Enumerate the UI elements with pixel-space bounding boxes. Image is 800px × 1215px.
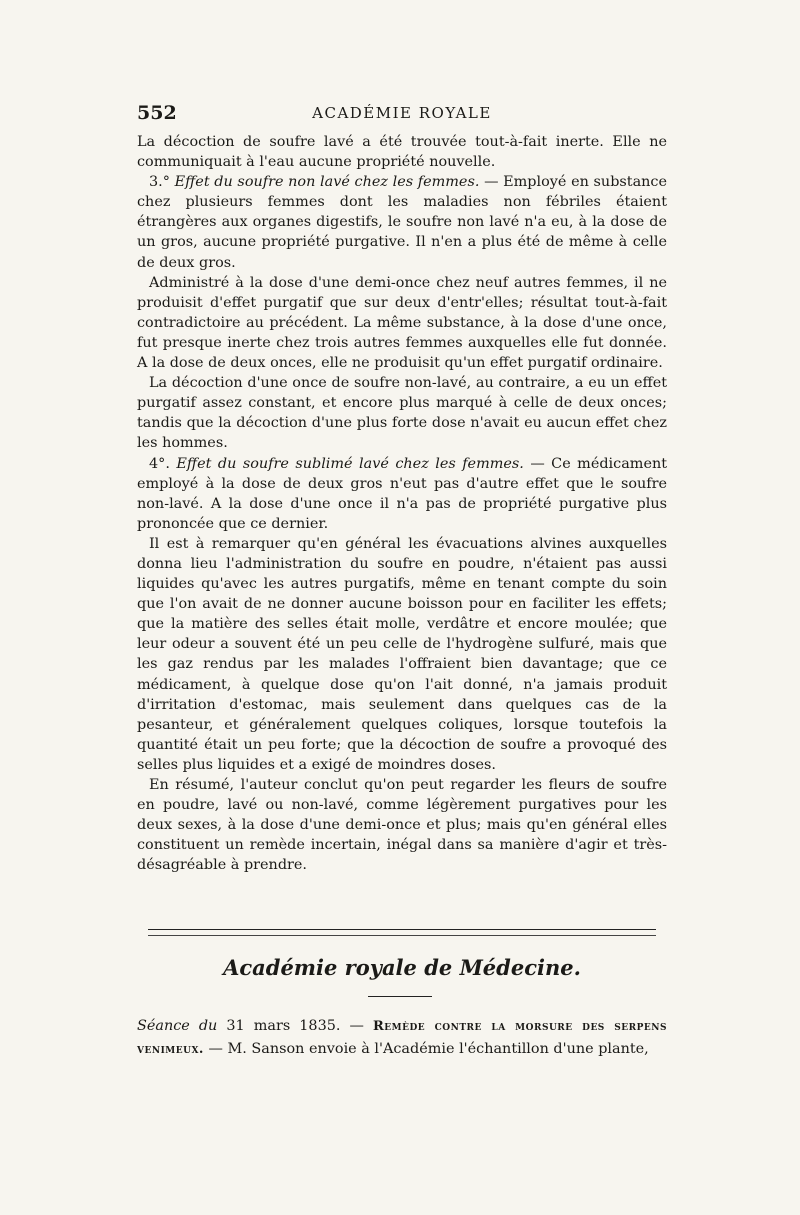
- paragraph-5: [137, 454, 667, 534]
- session-date-label: Séance du: [137, 1018, 218, 1034]
- section-divider: [148, 929, 656, 930]
- section-divider-thin: [148, 935, 656, 936]
- page-header: [137, 102, 667, 128]
- paragraph-4: [137, 373, 667, 453]
- session-heading: Remède contre la morsure des serpens venimeux.: [137, 1019, 667, 1057]
- session-text: — M. Sanson envoie à l'Académie l'échantillon d'une plante,: [203, 1041, 649, 1057]
- paragraph-3: [137, 273, 667, 373]
- paragraph-6: [137, 534, 667, 775]
- body-text: [137, 132, 667, 875]
- section-title: Académie royale de Médecine.: [223, 955, 581, 980]
- paragraph-text: La décoction de soufre lavé a été trouvée tout-à-fait inerte. Elle ne communiquait à l'eau aucune propriété nouvelle.: [137, 134, 667, 171]
- page-number: 552: [137, 102, 177, 124]
- paragraph-text: Il est à remarquer qu'en général les évacuations alvines auxquelles donna lieu l'administration du soufre en poudre, n'étaient pas aussi liquides qu'avec les autres purgatifs, même en tenant compte du soin que l'on avait de ne donner aucune boisson pour en faciliter les effets; que la matière des selles était molle, verdâtre et encore moulée; que leur odeur a souvent été un peu celle de l'hydrogène sulfuré, mais que les gaz rendus par les malades l'offraient bien davantage; que ce médicament, à quelque dose qu'on l'ait donné, n'a jamais produit d'irritation d'estomac, mais seulement dans quelques cas de la pesanteur, et généralement quelques coliques, lorsque toutefois la quantité était un peu forte; que la décoction de soufre a provoqué des selles plus liquides et a exigé de moindres doses.: [137, 535, 667, 773]
- paragraph-text: La décoction d'une once de soufre non-lavé, au contraire, a eu un effet purgatif assez constant, et encore plus marqué à celle de deux onces; tandis que la décoction d'une plus forte dose n'avait eu aucun effet chez les hommes.: [137, 375, 667, 452]
- paragraph-1: [137, 132, 667, 172]
- paragraph-italic: Effet du soufre sublimé lavé chez les femmes.: [176, 455, 524, 472]
- paragraph-text: En résumé, l'auteur conclut qu'on peut regarder les fleurs de soufre en poudre, lavé ou non-lavé, comme légèrement purgatives pour les deux sexes, à la dose d'une demi-once et plus; mais qu'en général elles constituent un remède incertain, inégal dans sa manière d'agir et très-désagréable à prendre.: [137, 777, 667, 874]
- paragraph-7: [137, 775, 667, 875]
- session-date: 31 mars 1835. —: [217, 1018, 373, 1034]
- paragraph-text: — Employé en substance chez plusieurs femmes dont les maladies non fébriles étaient étrangères aux organes digestifs, le soufre non lavé n'a eu, à la dose de un gros, aucune propriété purgative. Il n'en a plus été de même à celle de deux gros.: [137, 174, 668, 271]
- running-title: ACADÉMIE ROYALE: [312, 104, 492, 122]
- paragraph-text: — Ce médicament employé à la dose de deux gros n'eut pas d'autre effet que le soufre non-lavé. A la dose d'une once il n'a pas de propriété purgative plus prononcée que ce dernier.: [137, 455, 668, 532]
- paragraph-2: [137, 172, 667, 272]
- paragraph-lead: 4°.: [149, 455, 177, 472]
- paragraph-italic: Effet du soufre non lavé chez les femmes.: [174, 174, 480, 191]
- title-underline: [368, 996, 432, 997]
- paragraph-lead: 3.°: [149, 174, 175, 191]
- session-entry: [137, 1015, 667, 1061]
- paragraph-text: Administré à la dose d'une demi-once chez neuf autres femmes, il ne produisit d'effet purgatif que sur deux d'entr'elles; résultat tout-à-fait contradictoire au précédent. La même substance, à la dose d'une once, fut presque inerte chez trois autres femmes auxquelles elle fut donnée. A la dose de deux onces, elle ne produisit qu'un effet purgatif ordinaire.: [137, 274, 667, 372]
